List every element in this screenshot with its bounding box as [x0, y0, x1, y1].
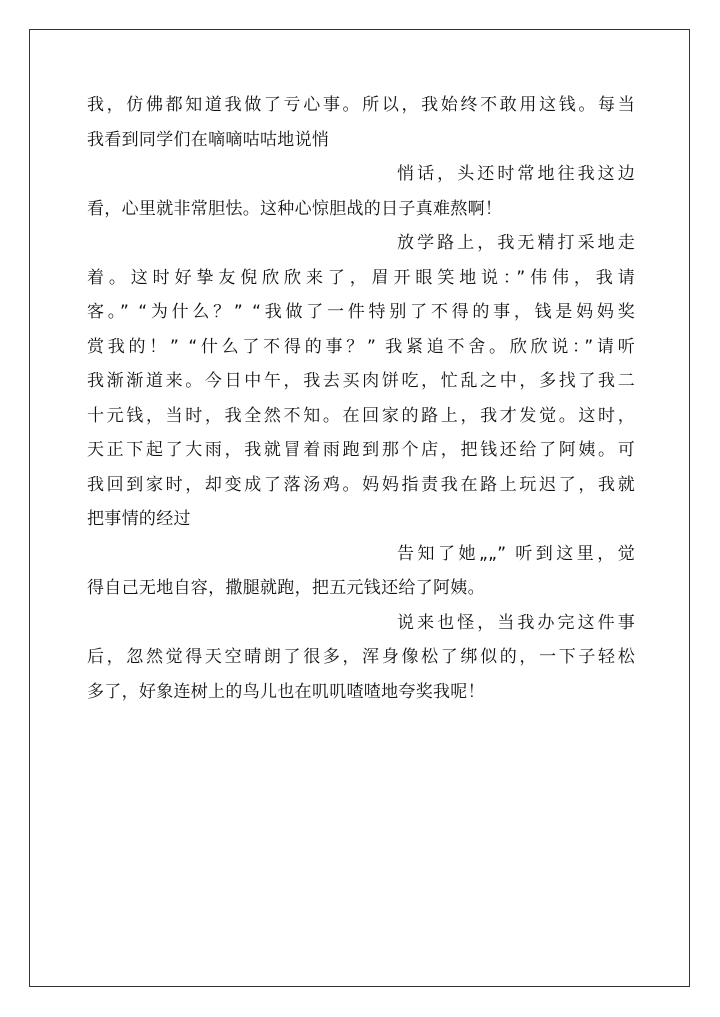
document-body: [87, 88, 635, 709]
text-line: 放学路上，我无精打采地走: [397, 233, 635, 253]
text-line: 我渐渐道来。今日中午，我去买肉饼吃，忙乱之中，多找了我二: [87, 371, 635, 391]
text-line: 得自己无地自容，撒腿就跑，把五元钱还给了阿姨。: [87, 578, 485, 598]
text-line: 把事情的经过: [87, 509, 191, 529]
text-line: 赏我的！” “什么了不得的事？” 我紧追不舍。欣欣说：”请听: [87, 336, 635, 357]
text-line: 悄话，头还时常地往我这边: [397, 164, 635, 184]
text-line: 客。” “为什么？” “我做了一件特别了不得的事，钱是妈妈奖: [87, 302, 635, 322]
text-line: 着。这时好挚友倪欣欣来了，眉开眼笑地说：”伟伟，我请: [87, 267, 635, 288]
text-line: 多了，好象连树上的鸟儿也在叽叽喳喳地夸奖我呢！: [87, 681, 485, 702]
text-line: 看，心里就非常胆怯。这种心惊胆战的日子真难熬啊！: [87, 198, 503, 219]
text-line: 说来也怪，当我办完这件事: [397, 612, 635, 633]
text-line: 十元钱，当时，我全然不知。在回家的路上，我才发觉。这时，: [87, 405, 635, 426]
text-line: 告知了她„„” 听到这里，觉: [397, 543, 635, 564]
text-line: 天正下起了大雨，我就冒着雨跑到那个店，把钱还给了阿姨。可: [87, 440, 635, 460]
text-line: 我回到家时，却变成了落汤鸡。妈妈指责我在路上玩迟了，我就: [87, 474, 635, 495]
text-line: 我看到同学们在嘀嘀咕咕地说悄: [87, 129, 330, 150]
text-line: 后，忽然觉得天空晴朗了很多，浑身像松了绑似的，一下子轻松: [87, 647, 635, 667]
text-line: 我，仿佛都知道我做了亏心事。所以，我始终不敢用这钱。每当: [87, 95, 635, 115]
